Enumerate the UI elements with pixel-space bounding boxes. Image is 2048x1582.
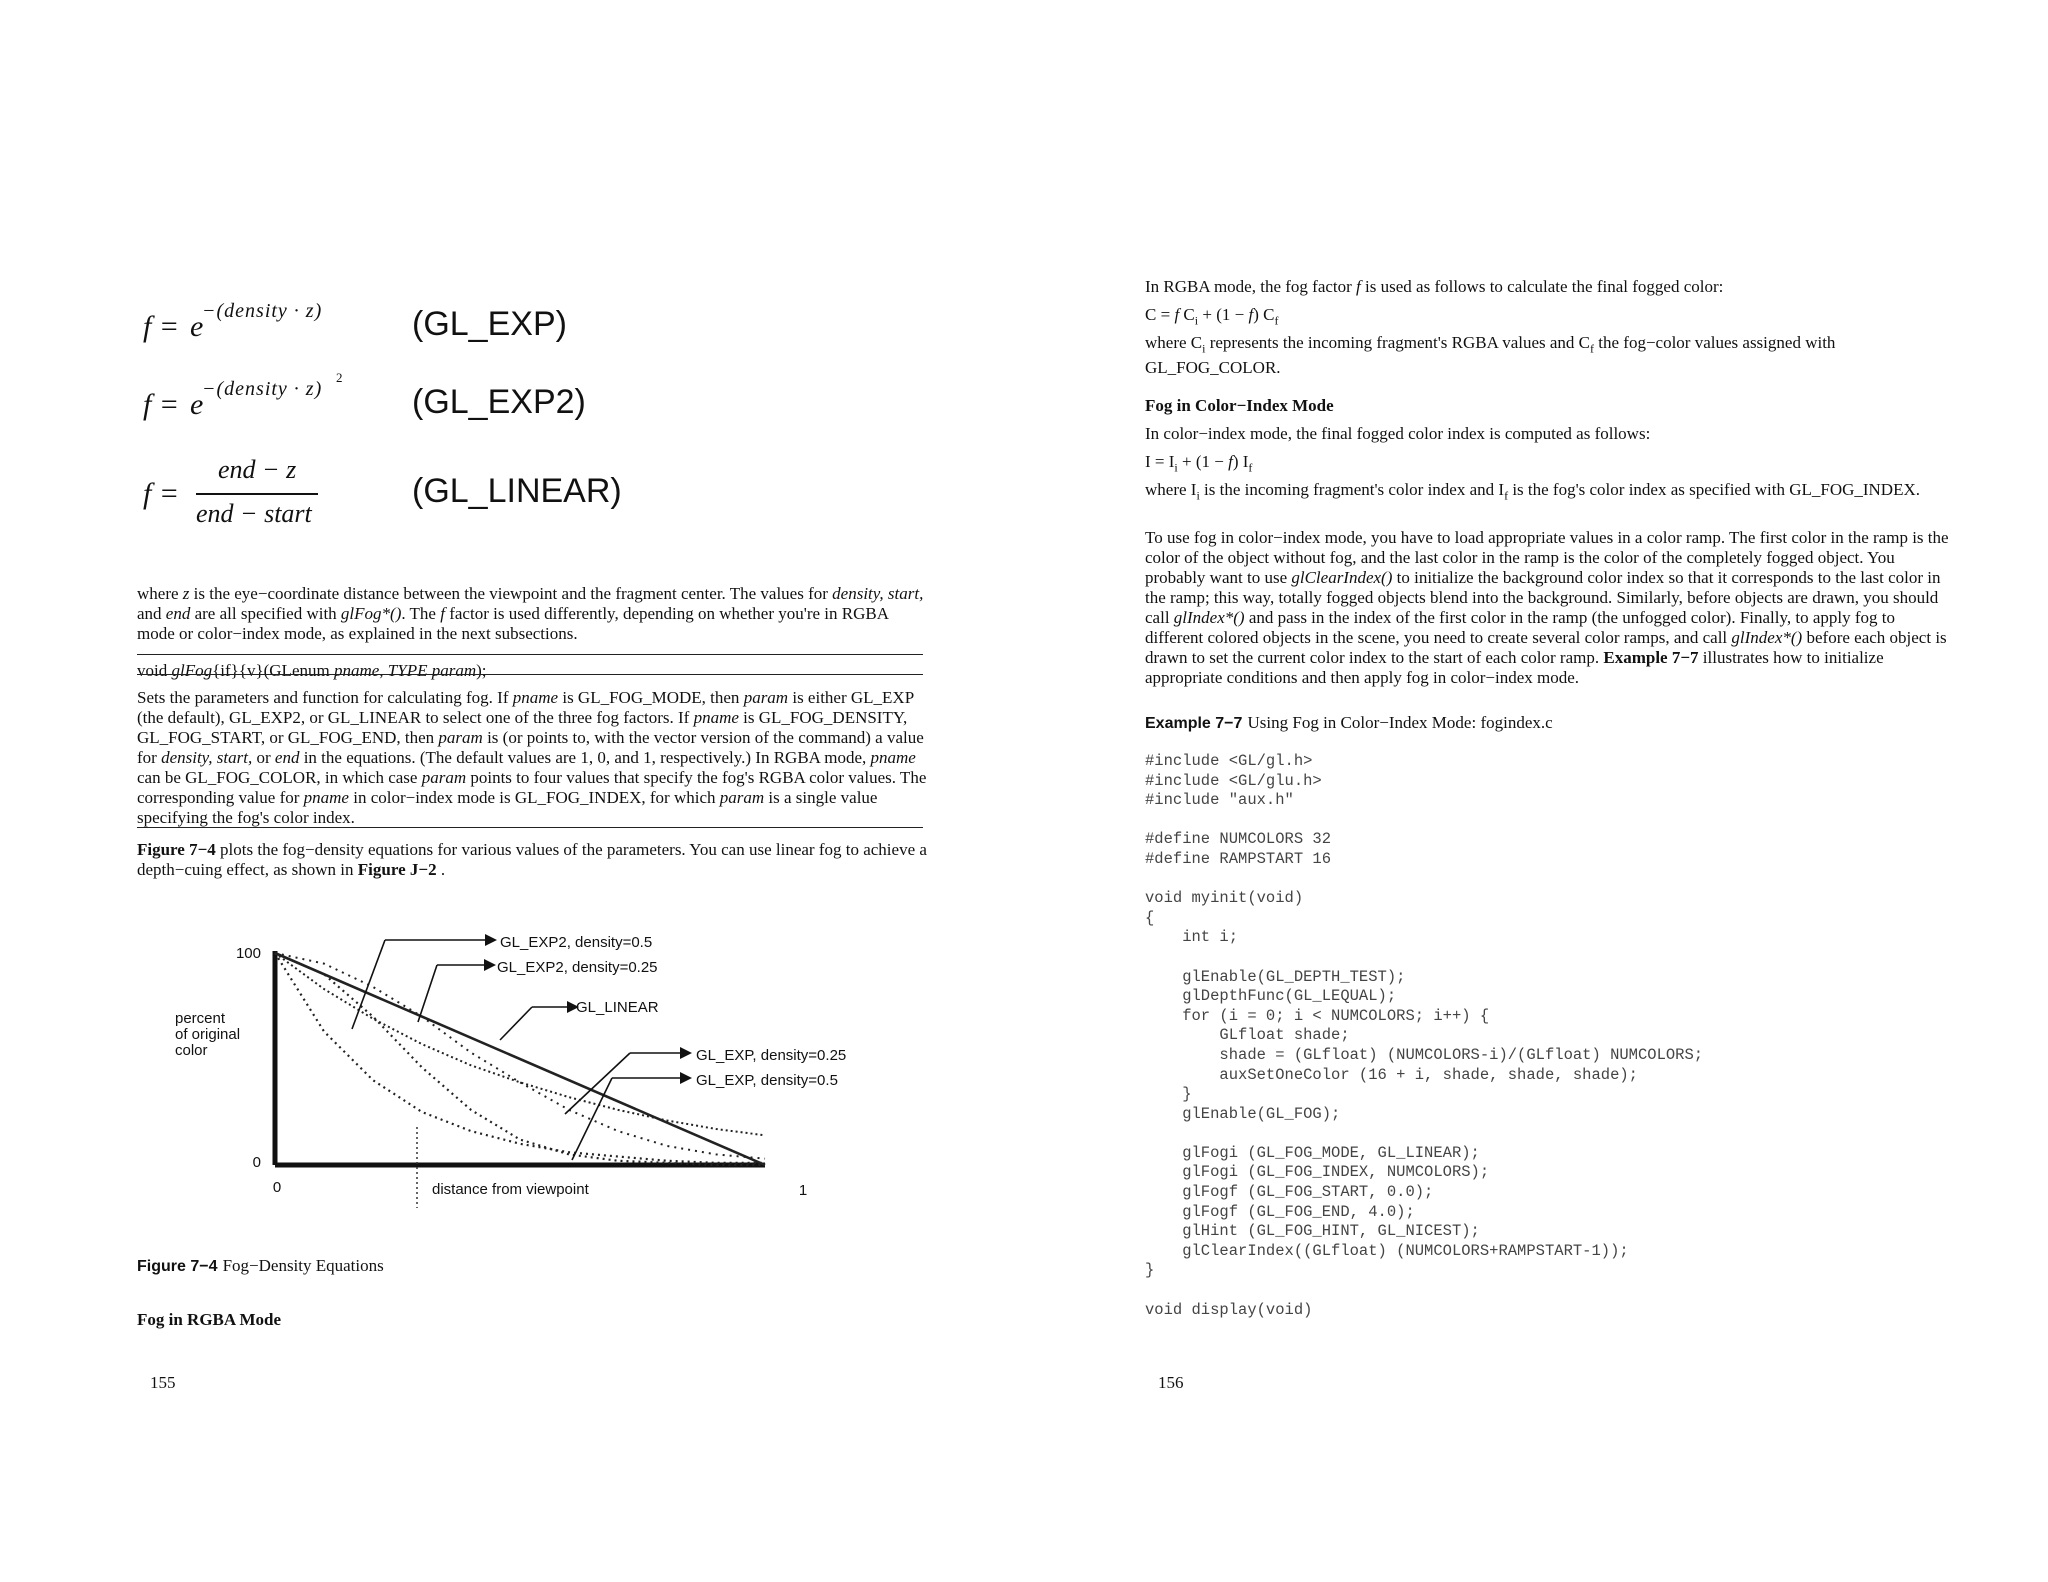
equation-exponent: −(density · z) xyxy=(202,300,323,322)
text: void xyxy=(137,661,172,680)
function-name: glFog*() xyxy=(340,604,402,623)
callout-pointer xyxy=(352,940,385,1029)
text: are all specified with xyxy=(190,604,341,623)
text: factor is used differently, depending on whether you're in RGBA mode or color−index mode, as explained in the next subsections. xyxy=(137,604,889,643)
equation-label: (GL_LINEAR) xyxy=(412,472,622,510)
y-axis-label: of original xyxy=(175,1026,241,1043)
text: where C xyxy=(1145,333,1203,352)
emph: f xyxy=(1174,305,1180,324)
subscript: i xyxy=(1194,313,1199,328)
text: is the fog's color index as specified with GL_FOG_INDEX. xyxy=(1508,480,1920,499)
y-axis-label: percent xyxy=(175,1010,226,1027)
emph: f xyxy=(1228,452,1233,471)
x-axis-label: distance from viewpoint xyxy=(432,1181,589,1198)
emph: pname xyxy=(870,748,916,767)
text: . xyxy=(436,860,446,879)
example-caption xyxy=(1145,713,1553,733)
text: In RGBA mode, the fog factor xyxy=(1145,277,1357,296)
y-tick-label: 100 xyxy=(235,945,261,962)
text: before each object is drawn to set the current color index to the start of each color ramp. xyxy=(1145,628,1947,667)
text: is the eye−coordinate distance between the viewpoint and the fragment center. The values for xyxy=(189,584,833,603)
arrow-head-icon xyxy=(485,934,497,946)
equation-numerator: end − z xyxy=(218,455,297,484)
text: + (1 − xyxy=(1198,305,1249,324)
page-number: 155 xyxy=(150,1373,176,1392)
subscript: i xyxy=(1196,488,1200,503)
emph: density, start, xyxy=(832,584,924,603)
text: is a single value specifying the fog's color index. xyxy=(137,788,878,827)
legend-label: GL_EXP, density=0.25 xyxy=(696,1047,847,1064)
legend-label: GL_EXP, density=0.5 xyxy=(696,1072,838,1089)
equation-base: e xyxy=(190,388,204,421)
text: and pass in the index of the first color in the ramp (the unfogged color). Finally, to apply fog to different colored objects in the scene, you need to create several color ramps, and call xyxy=(1145,608,1896,647)
equation-lhs: f = xyxy=(143,477,180,510)
figure-caption xyxy=(137,1256,384,1276)
text: where I xyxy=(1145,480,1197,499)
emph: f xyxy=(1248,305,1254,324)
equation-lhs: f = xyxy=(143,310,180,343)
series-line xyxy=(275,953,765,1165)
callout-pointer xyxy=(418,965,437,1022)
subscript: f xyxy=(1248,460,1253,475)
figure-reference: Figure 7−4 xyxy=(137,840,216,859)
callout-pointer xyxy=(500,1007,532,1040)
equation-color-index-fog xyxy=(1145,452,1252,477)
text: , xyxy=(379,661,388,680)
subscript: f xyxy=(1504,488,1509,503)
legend-label: GL_LINEAR xyxy=(576,999,659,1016)
subscript: f xyxy=(1590,341,1595,356)
y-tick-label: 0 xyxy=(252,1154,261,1171)
text: C = xyxy=(1145,305,1175,324)
subscript: i xyxy=(1202,341,1206,356)
text: is GL_FOG_DENSITY, GL_FOG_START, or GL_FOG_END, then xyxy=(137,708,908,747)
paragraph-color-ramp xyxy=(1145,528,1957,688)
text: illustrates how to initialize appropriate conditions and then apply fog in color−index mode. xyxy=(1145,648,1884,687)
figure-reference: Figure J−2 xyxy=(357,860,437,879)
emph: param xyxy=(421,768,467,787)
emph: end xyxy=(274,748,300,767)
emph: end xyxy=(165,604,191,623)
equation-denominator: end − start xyxy=(196,499,312,528)
example-reference: Example 7−7 xyxy=(1603,648,1699,667)
equation-rgba-fog xyxy=(1145,305,1278,330)
emph: TYPE param xyxy=(387,661,477,680)
arrow-head-icon xyxy=(484,959,496,971)
arrow-head-icon xyxy=(680,1047,692,1059)
text: is used as follows to calculate the final fogged color: xyxy=(1360,277,1724,296)
subscript: f xyxy=(1274,313,1279,328)
right-page xyxy=(1024,0,2048,1582)
legend-label: GL_EXP2, density=0.25 xyxy=(497,959,658,976)
section-heading-rgba: Fog in RGBA Mode xyxy=(137,1310,282,1329)
emph: f xyxy=(440,604,445,623)
function-name: glIndex*() xyxy=(1173,608,1245,627)
text: is the incoming fragment's color index and I xyxy=(1199,480,1505,499)
text: and xyxy=(137,604,166,623)
function-name: glIndex*() xyxy=(1731,628,1803,647)
text: can be GL_FOG_COLOR, in which case xyxy=(137,768,422,787)
paragraph-color-index-where xyxy=(1145,480,1935,505)
paragraph-color-index-intro: In color−index mode, the final fogged color index is computed as follows: xyxy=(1145,424,1651,443)
x-tick-label: 1 xyxy=(798,1182,808,1199)
text: is (or points to, with the vector version of the command) a value for xyxy=(137,728,924,767)
text: I = I xyxy=(1145,452,1175,471)
equation-base: e xyxy=(190,310,204,343)
emph: pname xyxy=(333,661,380,680)
text: in color−index mode is GL_FOG_INDEX, for which xyxy=(348,788,720,807)
emph: pname xyxy=(512,688,559,707)
emph: param xyxy=(743,688,789,707)
text: . The xyxy=(401,604,441,623)
text: To use fog in color−index mode, you have to load appropriate values in a color ramp. The first color in the ramp is the color of the object without fog, and the last color in the ramp is the color of the completely fogged object. You probably want to use xyxy=(1145,528,1949,587)
text: {if}{v}(GLenum xyxy=(212,661,334,680)
emph: pname xyxy=(303,788,349,807)
text: ) C xyxy=(1253,305,1275,324)
equation-lhs: f = xyxy=(143,388,180,421)
text: the fog−color values assigned with GL_FOG_COLOR. xyxy=(1145,333,1836,378)
text: ) I xyxy=(1232,452,1249,471)
text: is GL_FOG_MODE, then xyxy=(558,688,744,707)
text: to initialize the background color index so that it corresponds to the last color in the ramp; this way, totally fogged objects blend into the background. Similarly, before objects are drawn, you should call xyxy=(1145,568,1941,627)
emph: density, start, xyxy=(161,748,253,767)
text: or xyxy=(252,748,275,767)
figure-caption-text: Fog−Density Equations xyxy=(222,1256,384,1275)
x-tick-label: 0 xyxy=(272,1179,282,1196)
text: in the equations. (The default values are 1, 0, and 1, respectively.) In RGBA mode, xyxy=(299,748,871,767)
emph: param xyxy=(438,728,483,747)
paragraph-rgba-factor xyxy=(1145,277,1945,297)
example-caption-text: Using Fog in Color−Index Mode: fogindex.c xyxy=(1247,713,1553,732)
function-name: glFog xyxy=(171,661,213,680)
figure-caption-number: Figure 7−4 xyxy=(137,1258,218,1275)
emph: param xyxy=(719,788,765,807)
text: + (1 − xyxy=(1177,452,1229,471)
text: represents the incoming fragment's RGBA values and C xyxy=(1205,333,1591,352)
emph: pname xyxy=(693,708,739,727)
function-name: glClearIndex() xyxy=(1291,568,1393,587)
text: points to four values that specify the fog's RGBA color values. The corresponding value for xyxy=(137,768,927,807)
legend-label: GL_EXP2, density=0.5 xyxy=(500,934,653,951)
emph: z xyxy=(182,584,190,603)
text: Sets the parameters and function for calculating fog. If xyxy=(137,688,513,707)
example-caption-number: Example 7−7 xyxy=(1145,715,1243,732)
text: plots the fog−density equations for various values of the parameters. You can use linear fog to achieve a depth−cuing effect, as shown in xyxy=(137,840,927,879)
series-line xyxy=(275,953,765,1135)
equation-exponent: −(density · z) xyxy=(202,378,323,400)
equation-exponent-sup: 2 xyxy=(336,370,343,385)
text: where xyxy=(137,584,183,603)
arrow-head-icon xyxy=(680,1072,692,1084)
section-heading-color-index: Fog in Color−Index Mode xyxy=(1145,396,1334,415)
emph: f xyxy=(1356,277,1361,296)
equation-label: (GL_EXP) xyxy=(412,305,567,343)
text: ); xyxy=(476,661,487,680)
equation-label: (GL_EXP2) xyxy=(412,383,586,421)
text: C xyxy=(1179,305,1195,324)
y-axis-label: color xyxy=(175,1042,208,1059)
text: is either GL_EXP (the default), GL_EXP2, or GL_LINEAR to select one of the three fog factors. If xyxy=(137,688,914,727)
paragraph-rgba-where xyxy=(1145,333,1955,378)
subscript: i xyxy=(1174,460,1178,475)
page-number: 156 xyxy=(1158,1373,1184,1392)
code-listing: #include <GL/gl.h> #include <GL/glu.h> #include "aux.h" #define NUMCOLORS 32 #define RAMPSTART 16 void myinit(void) { int i; glEnable(GL_DEPTH_TEST); glDepthFunc(GL_LEQUAL); for (i = 0; i < NUMCOLORS; i++) { GLfloat shade; shade = (GLfloat) (NUMCOLORS-i)/(GLfloat) NUMCOLORS; auxSetOneColor (16 + i, shade, shade, shade); } glEnable(GL_FOG); glFogi (GL_FOG_MODE, GL_LINEAR); glFogi (GL_FOG_INDEX, NUMCOLORS); glFogf (GL_FOG_START, 0.0); glFogf (GL_FOG_END, 4.0); glHint (GL_FOG_HINT, GL_NICEST); glClearIndex((GLfloat) (NUMCOLORS+RAMPSTART-1)); } void display(void) xyxy=(1145,752,1704,1319)
